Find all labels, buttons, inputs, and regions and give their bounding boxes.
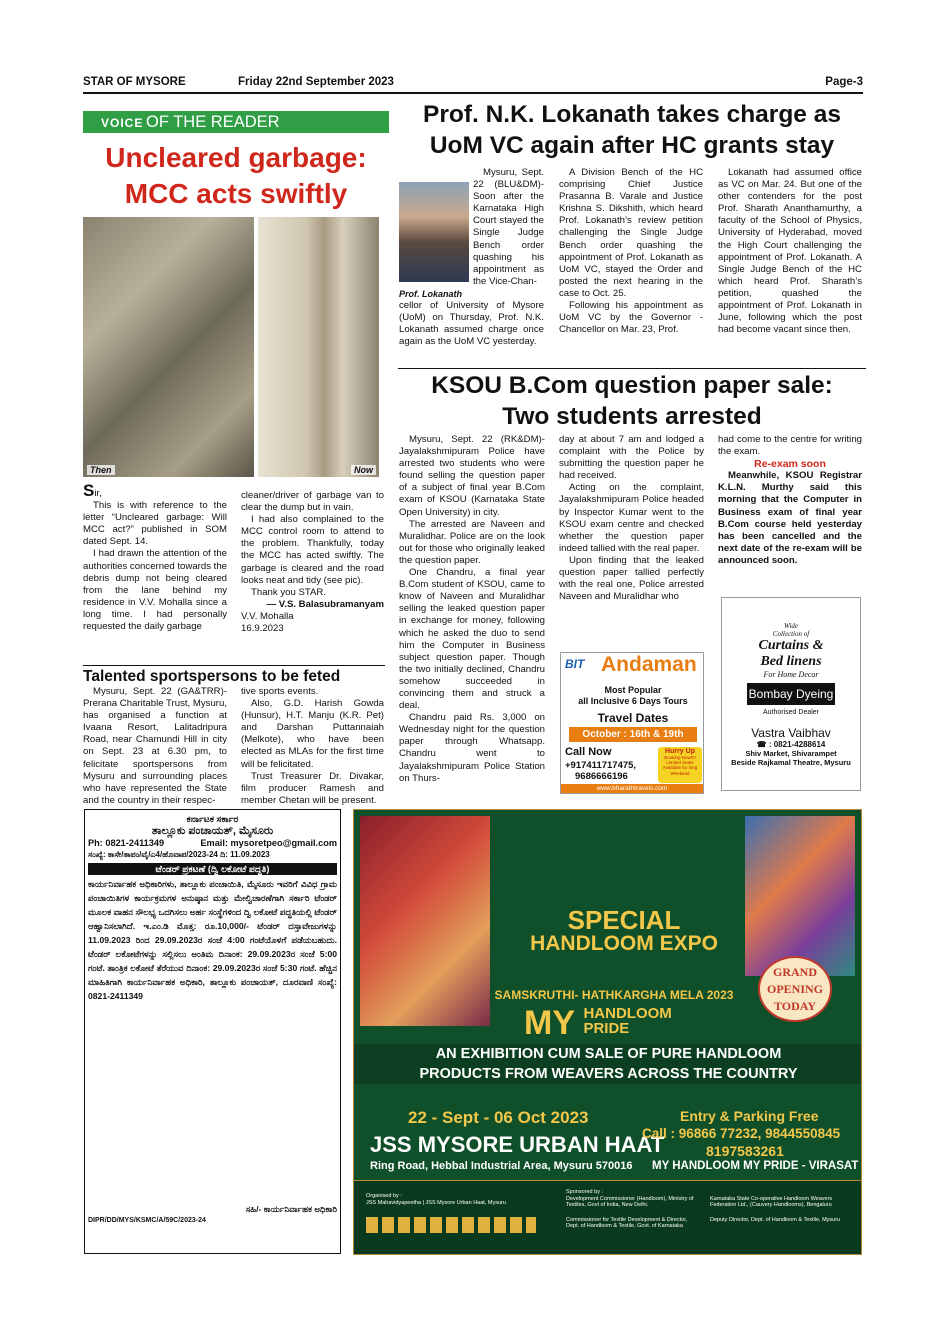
expo-title: HANDLOOM EXPO — [530, 932, 718, 955]
andaman-phone1: +917411717475, — [565, 760, 637, 771]
govt-code: DIPR/DD/MYS/KSMC/A/59C/2023-24 — [88, 1217, 206, 1225]
andaman-hurry-box — [658, 747, 702, 783]
page-number: Page-3 — [825, 76, 863, 88]
expo-dates: 22 - Sept - 06 Oct 2023 — [408, 1108, 589, 1127]
lokanath-p4: Following his appointment as UoM VC by the Governor - Chancellor on Mar. 23, Prof. — [559, 300, 703, 336]
govt-sign: ಸಹಿ/- ಕಾರ್ಯನಿರ್ವಾಹಕ ಅಧಿಕಾರಿ — [245, 1204, 337, 1214]
expo-organised-label: Organised by : — [366, 1193, 402, 1199]
ksou-col3 — [718, 434, 862, 567]
expo-tagline2: PRODUCTS FROM WEAVERS ACROSS THE COUNTRY — [419, 1066, 798, 1082]
lokanath-p2: cellor of University of Mysore (UoM) on Thursday, Prof. N.K. Lokanath assumed charge once again as the UoM VC yesterday. — [399, 300, 544, 348]
lokanath-p5: Lokanath had assumed office as VC on Mar. 24. But one of the other contenders for the post Prof. Sharath Ananthamurthy, a faculty of the School of Physics, University of Hyderabad, moved the High Court challenging the appointment of Prof. Lokanath. A Single Judge Bench of the HC which heard Prof. Sharath’s petition, quashed the appointment of Prof. Lokanath in June, following which the post had become vacant since then. — [718, 167, 862, 336]
andaman-call: Call Now — [565, 746, 612, 758]
expo-pride: PRIDE — [583, 1020, 630, 1037]
bombay-shop: Vastra Vaibhav — [751, 726, 831, 740]
sports-p2: tive sports events. — [241, 686, 319, 697]
ksou-p3: One Chandru, a final year B.Com student of KSOU, came to know of Naveen and Muralidhar selling the leaked question paper in exchange for money, following which he asked the duo to send him the Computer in Business subject question paper. Though the two initially declined, Chandru somehow succeeded in convincing them and struck a deal. — [399, 567, 545, 712]
andaman-line2: all Inclusive 6 Days Tours — [578, 696, 688, 706]
voice-p6: Thank you STAR. — [251, 586, 327, 598]
expo-sarees-left — [360, 816, 490, 1026]
expo-ad — [353, 809, 862, 1255]
bombay-wide: Wide — [784, 622, 798, 630]
expo-sponsor3: Karnataka State Co-operative Handloom Weavers Federation Ltd., (Cauvery Handlooms), Bengaluru — [710, 1196, 833, 1208]
expo-footer — [354, 1180, 862, 1255]
sports-col2 — [241, 686, 384, 807]
voice-col2 — [241, 490, 384, 635]
bombay-home: For Home Decor — [763, 670, 819, 679]
ksou-col1 — [399, 434, 545, 785]
expo-grand: GRAND — [773, 965, 817, 979]
expo-venue: JSS MYSORE URBAN HAAT — [370, 1132, 665, 1157]
expo-organisers: JSS Mahavidyapeetha | JSS Mysore Urban Haat, Mysuru — [366, 1200, 506, 1206]
caption-then: Then — [87, 465, 115, 475]
photo-now — [258, 217, 379, 477]
expo-grand-opening-badge — [758, 956, 832, 1022]
voice-col1 — [83, 481, 227, 633]
lokanath-col2 — [559, 167, 703, 336]
ksou-p2: The arrested are Naveen and Muralidhar. Police are on the look out for those who originally leaked the question paper. — [399, 518, 545, 566]
sports-headline: Talented sportspersons to be feted — [83, 665, 385, 686]
voice-p3: I had drawn the attention of the authorities concerned towards the debris dump not being cleared from the lane behind my residence in V.V. Mohalla since a long time. I had personally requested the daily garbage — [83, 548, 227, 633]
bombay-logo: Bombay Dyeing — [747, 683, 835, 705]
andaman-ad — [560, 652, 704, 794]
voice-p2: This is with reference to the letter “Uncleared garbage: Will MCC act?” published in SOM dated Sept. 14. — [83, 500, 227, 548]
andaman-dates-label: Travel Dates — [597, 711, 669, 725]
voice-rest: OF THE READER — [146, 113, 280, 131]
expo-sarees-right — [745, 816, 855, 976]
voice-headline-line2: MCC acts swiftly — [124, 178, 348, 209]
bombay-curtains: Curtains & — [758, 638, 824, 653]
andaman-line1: Most Popular — [604, 685, 662, 695]
govt-line2: ತಾಲ್ಲೂಕು ಪಂಚಾಯತ್, ಮೈಸೂರು — [151, 825, 274, 837]
ksou-subhead: Re-exam soon — [754, 458, 826, 471]
ksou-p8: had come to the centre for writing the exam. — [718, 434, 862, 458]
ksou-p9: Meanwhile, KSOU Registrar K.L.N. Murthy said this morning that the Computer in Business exam of final year B.Com course held yesterday has been cancelled and the next date of the re-exam will be announced soon. — [718, 470, 862, 566]
caption-now: Now — [351, 465, 376, 475]
ksou-headline-line2: Two students arrested — [502, 403, 762, 430]
expo-opening: OPENING — [766, 982, 823, 996]
expo-my: MY — [524, 1004, 575, 1042]
ksou-headline-line1: KSOU B.Com question paper sale: — [431, 372, 833, 399]
expo-slogan: MY HANDLOOM MY PRIDE - VIRASAT — [652, 1160, 859, 1172]
issue-date: Friday 22nd September 2023 — [238, 76, 394, 88]
govt-ref: ಸಂಖ್ಯೆ: ಕಾಸೇ/ತಾಪಂ/ವೈ/ಎ4/ಹೊವಾಪ/2023-24 ದಿ: 11.09.2023 — [88, 850, 270, 859]
expo-logos — [366, 1217, 536, 1233]
lokanath-headline-line2: UoM VC again after HC grants stay — [429, 132, 835, 159]
ksou-p1: Mysuru, Sept. 22 (RK&DM)- Jayalakshmipuram Police have arrested two students who were found selling the question paper of a subject of final year B.Com exam of KSOU (Karnataka State Open University) in city. — [399, 434, 545, 518]
bombay-dealer: Authorised Dealer — [762, 709, 820, 716]
voice-date: 16.9.2023 — [241, 623, 284, 635]
andaman-title: Andaman — [601, 653, 697, 676]
lokanath-headline — [398, 99, 866, 161]
sports-p1: Mysuru, Sept. 22 (GA&TRR)- Prerana Charitable Trust, Mysuru, has organised a function at Ivaana Resort, Lalitadripura Road, near Chamundi Hill in city on Sept. 23 at 6.30 pm, to felicitate sportspersons from Mysuru and surrounding places who have represented the State and the country in their respec- — [83, 686, 227, 806]
govt-line1: ಕರ್ನಾಟಕ ಸರ್ಕಾರ — [186, 814, 239, 824]
sports-col1 — [83, 686, 227, 807]
expo-entry: Entry & Parking Free — [680, 1108, 819, 1124]
voice-banner — [83, 111, 389, 133]
voice-place: V.V. Mohalla — [241, 610, 294, 622]
photo-then — [83, 217, 254, 477]
voice-headline — [80, 140, 392, 212]
expo-handloom: HANDLOOM — [583, 1005, 672, 1022]
expo-today: TODAY — [773, 999, 817, 1013]
andaman-hurry-sub: Booking Now!!!! Limited Seats Available for long Weekend — [662, 755, 698, 776]
expo-call2: 8197583261 — [706, 1143, 784, 1159]
voice-signature: — V.S. Balasubramanyam — [266, 598, 384, 610]
ksou-p5: day at about 7 am and lodged a complaint with the Police by submitting the question paper he had received. — [559, 434, 704, 482]
voice-headline-line1: Uncleared garbage: — [105, 142, 367, 173]
ksou-headline — [398, 368, 866, 432]
expo-sponsored-label: Sponsored by : — [566, 1189, 603, 1195]
bombay-addr2: Beside Rajkamal Theatre, Mysuru — [731, 758, 851, 767]
sports-p3: Also, G.D. Harish Gowda (Hunsur), H.T. Manju (K.R. Pet) and Darshan Puttannaiah (Melkote), who have been elected as MLAs for the first time will be felicitated. — [241, 698, 384, 770]
expo-mela: SAMSKRUTHI- HATHKARGHA MELA 2023 — [494, 988, 734, 1002]
expo-call: Call : 96866 77232, 9844550845 — [642, 1126, 841, 1141]
andaman-dates: October : 16th & 19th — [569, 727, 697, 742]
ksou-p7: Upon finding that the leaked question paper tallied perfectly with the real one, Police arrested Naveen and Muralidhar who — [559, 554, 704, 603]
lokanath-p1: Mysuru, Sept. 22 (BLU&DM)- Soon after the Karnataka High Court stayed the Single Judge Bench order quashing his appointment as the Vice-Chan- — [473, 167, 544, 287]
bombay-addr1: Shiv Market, Shivarampet — [745, 749, 837, 758]
andaman-url: www.bharathtravels.com — [561, 784, 703, 793]
govt-phone: Ph: 0821-2411349 — [88, 838, 165, 848]
ksou-col2 — [559, 434, 704, 603]
lokanath-photo-caption: Prof. Lokanath — [399, 289, 463, 299]
andaman-hurry: Hurry Up — [665, 748, 695, 755]
govt-notice — [84, 809, 341, 1254]
expo-sponsor2: Commissioner for Textile Development & Director, Dept. of Handloom & Textile, Govt. of Karnataka — [566, 1217, 688, 1229]
lokanath-headline-line1: Prof. N.K. Lokanath takes charge as — [423, 101, 841, 128]
sports-p4: Trust Treasurer Dr. Divakar, film producer Ramesh and member Chetan will be present. — [241, 770, 384, 806]
bombay-ad — [721, 597, 861, 791]
govt-body: ಕಾರ್ಯನಿರ್ವಾಹಕ ಅಧಿಕಾರಿಗಳು, ತಾಲ್ಲೂಕು ಪಂಚಾಯಿತಿ, ಮೈಸೂರು ಇವರಿಗೆ ವಿವಿಧ ಗ್ರಾಮ ಪಂಚಾಯಿತಿಗಳ ಕಾರ್ಯಕ್ರಮಗಳ ಅನುಷ್ಠಾನ ಮತ್ತು ಮೇಲ್ವಿಚಾರಣೆಗಾಗಿ ಸರ್ಕಾರಿ ಟೆಂಡರ್ ಮೂಲಕ ವಾಹನ ಸೌಲಭ್ಯ ಒದಗಿಸಲು ಅರ್ಹ ಸಂಸ್ಥೆಗಳಿಂದ ದ್ವಿ ಲಕೋಟೆ ಪದ್ಧತಿಯಲ್ಲಿ ಟೆಂಡರ್ ಆಹ್ವಾನಿಸಲಾಗಿದೆ. ಇ.ಎಂ.ಡಿ ಮೊತ್ತ: ರೂ.10,000/- ಟೆಂಡರ್ ದಸ್ತಾವೇಜುಗಳನ್ನು 11.09.2023 ರಿಂದ 29.09.2023ರ ಸಂಜೆ 4:00 ಗಂಟೆಯೊಳಗೆ ಪಡೆಯಬಹುದು. ಟೆಂಡರ್ ಲಕೋಟೆಗಳನ್ನು ಸಲ್ಲಿಸಲು ಅಂತಿಮ ದಿನಾಂಕ: 29.09.2023ರ ಸಂಜೆ 5:00 ಗಂಟೆ. ತಾಂತ್ರಿಕ ಲಕೋಟೆ ತೆರೆಯುವ ದಿನಾಂಕ: 29.09.2023ರ ಸಂಜೆ 5:30 ಗಂಟೆ. ಹೆಚ್ಚಿನ ಮಾಹಿತಿಗಾಗಿ ಕಾರ್ಯನಿರ್ವಾಹಕ ಅಧಿಕಾರಿ, ತಾಲ್ಲೂಕು ಪಂಚಾಯತ್, ದೂರವಾಣಿ ಸಂಖ್ಯೆ: 0821-2411349 — [88, 879, 337, 1001]
expo-address: Ring Road, Hebbal Industrial Area, Mysuru 570016 — [370, 1160, 633, 1172]
voice-p5: I had also complained to the MCC control room to attend to the problem. Thankfully, today the MCC has acted swiftly. The garbage is cleared and the road looks neat and tidy (see pic). — [241, 514, 384, 586]
lokanath-col1-top — [473, 167, 544, 288]
masthead — [83, 76, 863, 94]
expo-sponsor1: Development Commissioner (Handloom), Ministry of Textiles, Govt of India, New Delhi. — [566, 1196, 694, 1208]
lokanath-photo — [399, 182, 469, 282]
andaman-phone2: 9686666196 — [575, 771, 628, 782]
expo-special: SPECIAL — [567, 905, 681, 935]
expo-tagline1: AN EXHIBITION CUM SALE OF PURE HANDLOOM — [435, 1046, 782, 1062]
ksou-p4: Chandru paid Rs. 3,000 on Wednesday night for the question paper through Whatsapp. Chandru went to Jayalakshmipuram Police Station on Thurs- — [399, 712, 545, 784]
lokanath-p3: A Division Bench of the HC comprising Chief Justice Prasanna B. Varale and Justice Krishna S. Dikshith, which heard Prof. Lokanath’s review petition challenging the Single Judge Bench order quashing the appointment of Prof. Lokanath as UoM VC, stayed the Order and posted the next hearing in the case to Oct. 25. — [559, 167, 703, 299]
lokanath-col3 — [718, 167, 862, 336]
govt-notice-title: ಟೆಂಡರ್ ಪ್ರಕಟಣೆ (ದ್ವಿ ಲಕೋಟೆ ಪದ್ಧತಿ) — [88, 863, 337, 875]
lokanath-col1-bottom — [399, 300, 544, 348]
expo-sponsor4: Deputy Director, Dept. of Handloom & Textile, Mysuru — [710, 1217, 841, 1223]
dropcap: S — [83, 481, 95, 500]
voice-p1: ir, — [94, 488, 102, 499]
bombay-phone: ☎ : 0821-4288614 — [756, 740, 826, 749]
andaman-brand: BIT — [565, 657, 585, 671]
ksou-p6: Acting on the complaint, Jayalakshmipuram Police headed by Inspector Kumar went to the KSOU exam centre and checked whether the question paper indeed tallied with the real paper. — [559, 482, 704, 554]
bombay-bed: Bed linens — [760, 654, 822, 669]
bombay-collection: Collection of — [772, 630, 810, 638]
voice-word: VOICE — [101, 116, 144, 130]
paper-name: STAR OF MYSORE — [83, 76, 186, 88]
voice-p4: cleaner/driver of garbage van to clear the dump but in vain. — [241, 490, 384, 514]
govt-email: Email: mysoretpeo@gmail.com — [200, 838, 337, 848]
